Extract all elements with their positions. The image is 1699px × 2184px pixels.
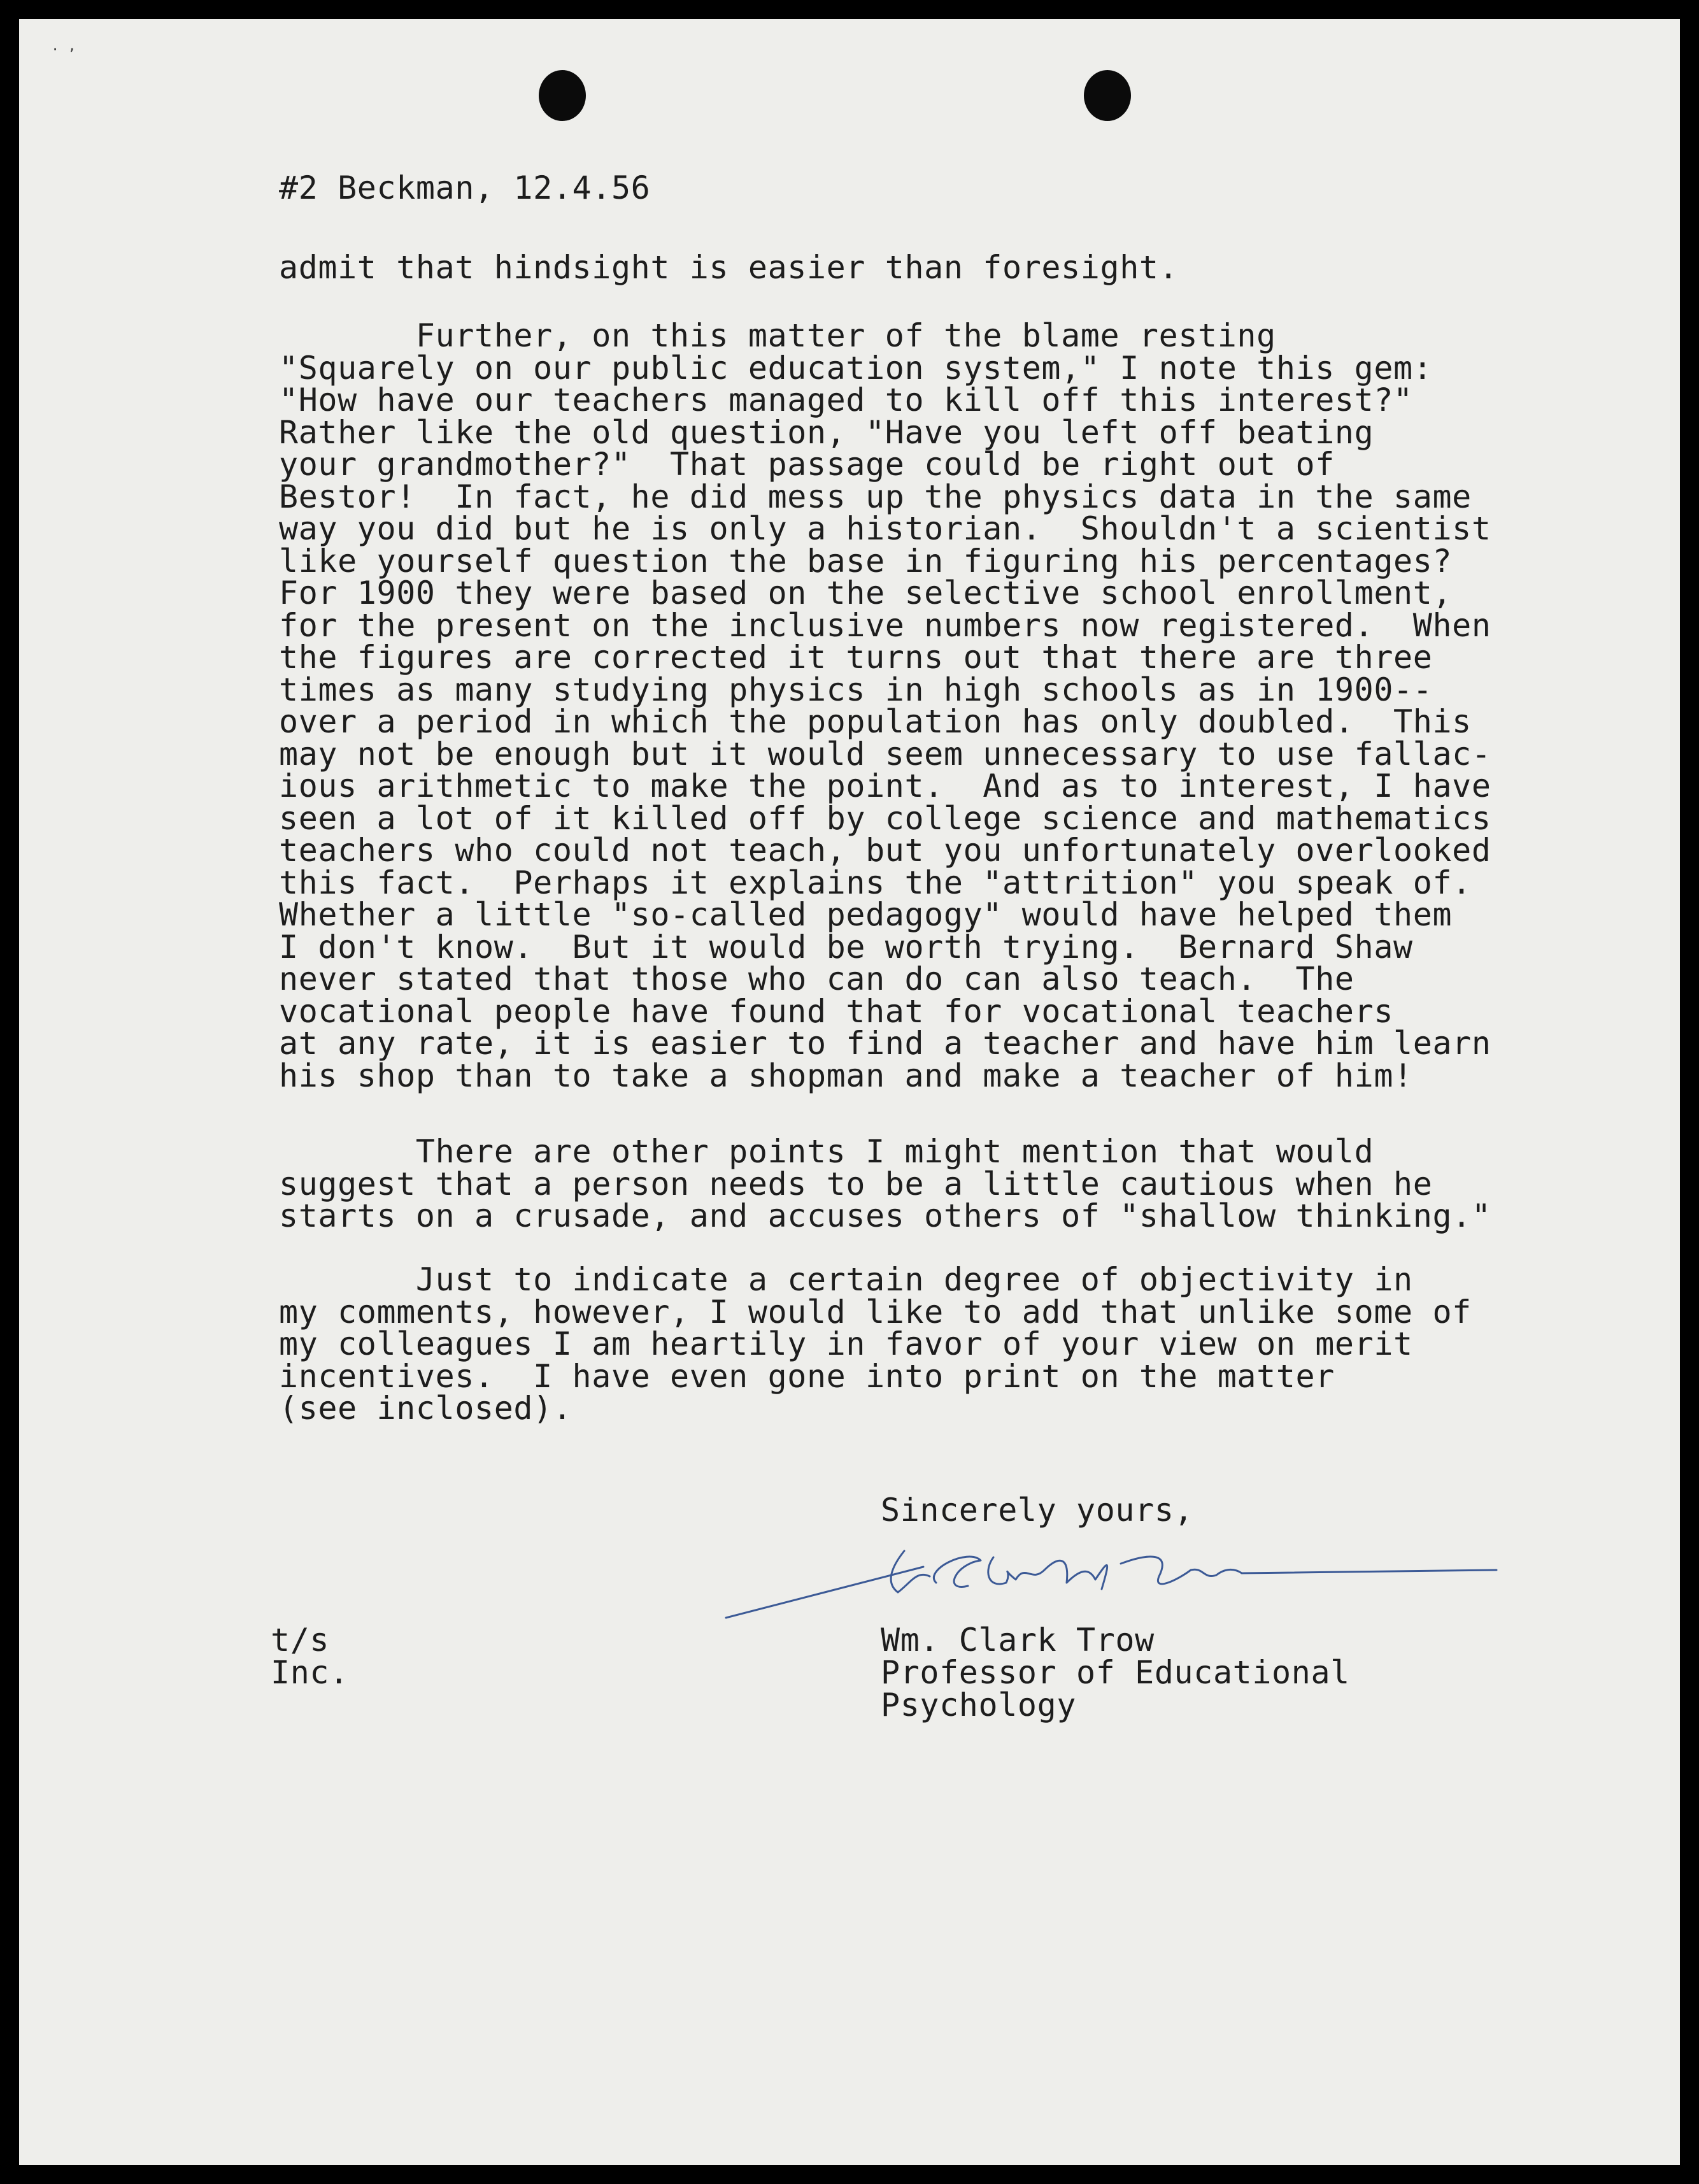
enclosure-note: Inc. (271, 1654, 349, 1691)
punch-hole (1084, 70, 1131, 121)
paragraph-caution: There are other points I might mention that would suggest that a person needs to be a little cautious when he starts on a crusade, and accuses others of "shallow thinking." (279, 1133, 1491, 1234)
closing-salutation: Sincerely yours, (881, 1492, 1194, 1529)
signer-name: Wm. Clark Trow (881, 1622, 1155, 1659)
paragraph-merit-incentives: Just to indicate a certain degree of objectivity in my comments, however, I would like to add that unlike some of my colleagues I am heartily in favor of your view on merit incentives. I have even gone into print on the matter (see inclosed). (279, 1261, 1472, 1427)
paragraph-education-critique: Further, on this matter of the blame resting "Squarely on our public education system," I note this gem: "How have our teachers managed to kill off this interest?" Rather like the old question, "Have you left off beating your grandmother?" That passage could be right out of Bestor! In fact, he did mess up the physics data in the same way you did but he is only a historian. Shouldn't a scientist like yourself question the base in figuring his percentages? For 1900 they were based on the selective school enrollment, for the present on the inclusive numbers now registered. When the figures are corrected it turns out that there are three times as many studying physics in high schools as in 1900-- over a period in which the population has only doubled. This may not be enough but it would seem unnecessary to use fallac- ious arithmetic to make the point. And as to interest, I have seen a lot of it killed off by college science and mathematics teachers who could not teach, but you unfortunately overlooked this fact. Perhaps it explains the "attrition" you speak of. Whether a little "so-called pedagogy" would have helped them I don't know. But it would be worth trying. Bernard Shaw never stated that those who can do can also teach. The vocational people have found that for vocational teachers at any rate, it is easier to find a teacher and have him learn his shop than to take a shopman and make a teacher of him! (279, 317, 1491, 1094)
paragraph-continuation: admit that hindsight is easier than foresight. (279, 249, 1179, 286)
page-header: #2 Beckman, 12.4.56 (279, 169, 651, 206)
handwritten-signature (713, 1532, 1503, 1634)
corner-mark: . , (51, 38, 76, 54)
reference-initials: t/s (271, 1622, 330, 1659)
signer-title: Professor of Educational (881, 1654, 1350, 1691)
punch-hole (539, 70, 586, 121)
signer-title-cont: Psychology (881, 1687, 1077, 1724)
